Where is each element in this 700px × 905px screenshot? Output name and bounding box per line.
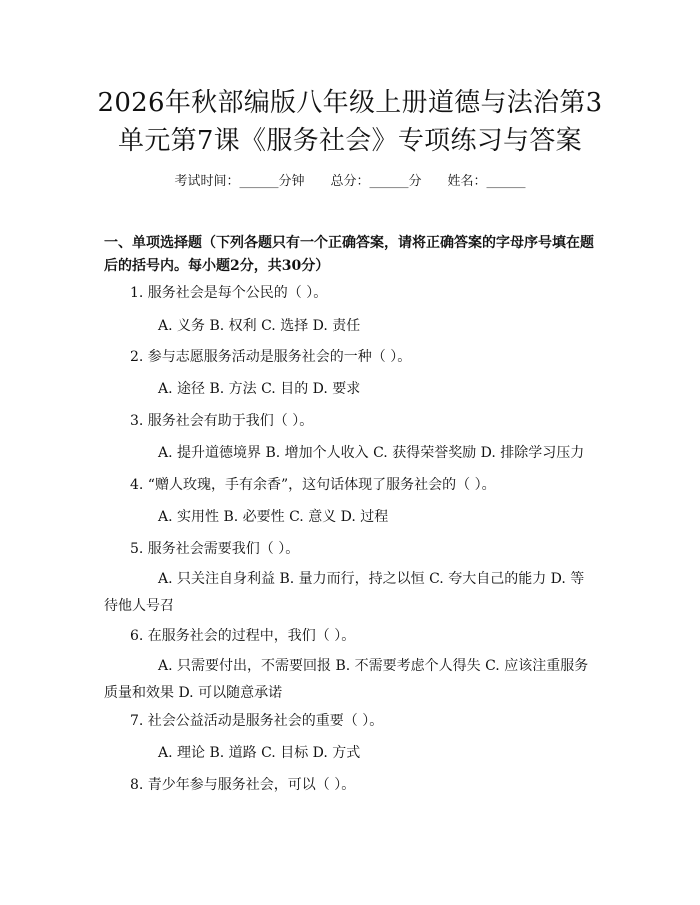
question-1: 1. 服务社会是每个公民的（ ）。 [130,285,328,301]
title-line-2: 单元第7课《服务社会》专项练习与答案 [118,126,582,156]
question-8: 8. 青少年参与服务社会，可以（ ）。 [130,777,356,793]
question-4: 4. “赠人玫瑰，手有余香”，这句话体现了服务社会的（ ）。 [130,477,496,493]
question-2: 2. 参与志愿服务活动是服务社会的一种（ ）。 [130,349,412,365]
question-7: 7. 社会公益活动是服务社会的重要（ ）。 [130,713,384,729]
document-title [0,84,700,160]
exam-info-line: 考试时间：______分钟 总分：______分 姓名：______ [174,174,526,189]
question-4-options: A. 实用性 B. 必要性 C. 意义 D. 过程 [158,509,389,525]
question-5-options: A. 只关注自身利益 B. 量力而行，持之以恒 C. 夸大自己的能力 D. 等待他人号召 [104,571,585,614]
title-line-1: 2026年秋部编版八年级上册道德与法治第3 [97,88,603,118]
question-6: 6. 在服务社会的过程中，我们（ ）。 [130,628,356,644]
question-7-options: A. 理论 B. 道路 C. 目标 D. 方式 [158,745,361,761]
question-1-options: A. 义务 B. 权利 C. 选择 D. 责任 [158,318,361,334]
section-heading: 一、单项选择题（下列各题只有一个正确答案，请将正确答案的字母序号填在题后的括号内。每小题2分，共30分） [104,235,594,274]
question-3-options: A. 提升道德境界 B. 增加个人收入 C. 获得荣誉奖励 D. 排除学习压力 [158,445,585,461]
question-5: 5. 服务社会需要我们（ ）。 [130,541,300,557]
question-3: 3. 服务社会有助于我们（ ）。 [130,413,314,429]
question-2-options: A. 途径 B. 方法 C. 目的 D. 要求 [158,381,361,397]
question-6-options: A. 只需要付出，不需要回报 B. 不需要考虑个人得失 C. 应该注重服务质量和效果 D. 可以随意承诺 [104,658,589,701]
